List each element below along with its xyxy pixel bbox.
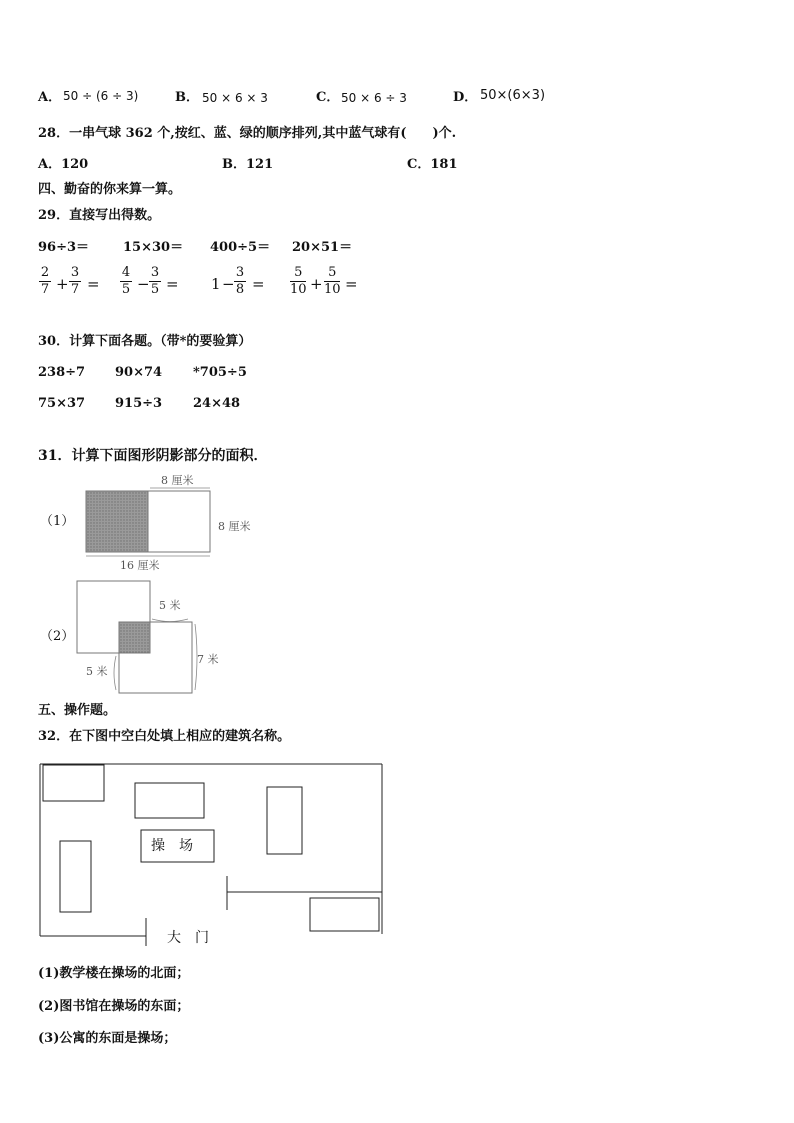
figure-2-label: （2）: [40, 629, 75, 644]
equals-sign: =: [87, 275, 100, 293]
figure-2-left-brace: [114, 656, 116, 690]
gate-label: 大 门: [167, 930, 209, 946]
q27-option-d-label: D．: [453, 90, 478, 105]
q32-stem: 32．在下图中空白处填上相应的建筑名称。: [38, 729, 291, 744]
q29-item-3: 400÷5＝: [210, 240, 271, 255]
figure-1-label: （1）: [40, 514, 75, 529]
q28-option-c: C．181: [407, 157, 458, 172]
q30-item-6: 24×48: [193, 396, 241, 411]
figure-2-shaded-overlap: [119, 622, 150, 653]
campus-map: [40, 764, 382, 946]
blank-building-northwest: [43, 765, 104, 801]
q31-stem: 31．计算下面图形阴影部分的面积．: [38, 448, 268, 464]
q28-option-b: B．121: [222, 157, 274, 172]
numerator: 5: [328, 265, 337, 280]
integer-one: 1: [211, 275, 221, 293]
figure-1-bottom-length: 16 厘米: [120, 559, 160, 572]
denominator: 8: [235, 282, 245, 297]
figure-1-top-length: 8 厘米: [161, 474, 194, 487]
q30-stem: 30．计算下面各题。（带*的要验算）: [38, 334, 252, 349]
numerator: 5: [294, 265, 303, 280]
q32-hint-3: (3)公寓的东面是操场；: [38, 1031, 177, 1046]
plus-sign: +: [56, 275, 69, 293]
q32-hint-1: (1)教学楼在操场的北面；: [38, 966, 190, 981]
q30-item-5: 915÷3: [115, 396, 163, 411]
denominator: 10: [324, 282, 341, 297]
denominator: 7: [40, 282, 50, 297]
q27-option-b-expr: 50 × 6 × 3: [202, 91, 268, 105]
denominator: 5: [150, 282, 160, 297]
q30-item-1: 238÷7: [38, 365, 86, 380]
figure-1-right-length: 8 厘米: [218, 520, 251, 533]
figure-2-right-length: 7 米: [197, 653, 219, 666]
numerator: 3: [235, 265, 245, 280]
equals-sign: =: [166, 275, 179, 293]
denominator: 10: [290, 282, 307, 297]
section-5-heading: 五、操作题。: [38, 703, 117, 718]
q30-item-2: 90×74: [115, 365, 163, 380]
q27-option-a-label: A．: [38, 90, 62, 105]
minus-sign: −: [137, 275, 150, 293]
equals-sign: =: [252, 275, 265, 293]
q29-item-4: 20×51＝: [292, 240, 353, 255]
numerator: 3: [70, 265, 80, 280]
denominator: 5: [121, 282, 131, 297]
q27-option-b-label: B．: [175, 90, 199, 105]
numerator: 4: [121, 265, 131, 280]
figure-2-top-length: 5 米: [159, 599, 181, 612]
minus-sign: −: [222, 275, 235, 293]
figure-2: [77, 581, 219, 693]
denominator: 7: [70, 282, 80, 297]
q28-option-a: A．120: [38, 157, 89, 172]
equals-sign: =: [345, 275, 358, 293]
q30-item-4: 75×37: [38, 396, 86, 411]
numerator: 2: [40, 265, 50, 280]
q30-item-3: *705÷5: [193, 365, 247, 380]
blank-building-west: [60, 841, 91, 912]
figure-2-top-brace: [152, 619, 188, 622]
q29-item-2: 15×30＝: [123, 240, 184, 255]
section-4-heading: 四、勤奋的你来算一算。: [38, 182, 182, 197]
q29-item-1: 96÷3＝: [38, 240, 90, 255]
q32-hint-2: (2)图书馆在操场的东面；: [38, 999, 190, 1014]
figure-2-left-length: 5 米: [86, 665, 108, 678]
q27-option-d-expr: 50×(6×3): [480, 88, 546, 103]
q27-option-a-expr: 50 ÷ (6 ÷ 3): [63, 89, 139, 103]
blank-building-east: [267, 787, 302, 854]
figure-1-shaded-square: [86, 491, 148, 552]
q28-stem: 28．一串气球 362 个,按红、蓝、绿的顺序排列,其中蓝气球有( )个.: [38, 126, 457, 141]
q27-option-c-expr: 50 × 6 ÷ 3: [341, 91, 407, 105]
q27-option-c-label: C．: [316, 90, 340, 105]
q29-stem: 29．直接写出得数。: [38, 208, 161, 223]
figure-1-white-square: [148, 491, 210, 552]
plus-sign: +: [310, 275, 323, 293]
figure-1: [86, 473, 251, 572]
numerator: 3: [150, 265, 160, 280]
blank-building-southeast: [310, 898, 379, 931]
blank-building-north: [135, 783, 204, 818]
playground-label: 操 场: [151, 838, 193, 854]
